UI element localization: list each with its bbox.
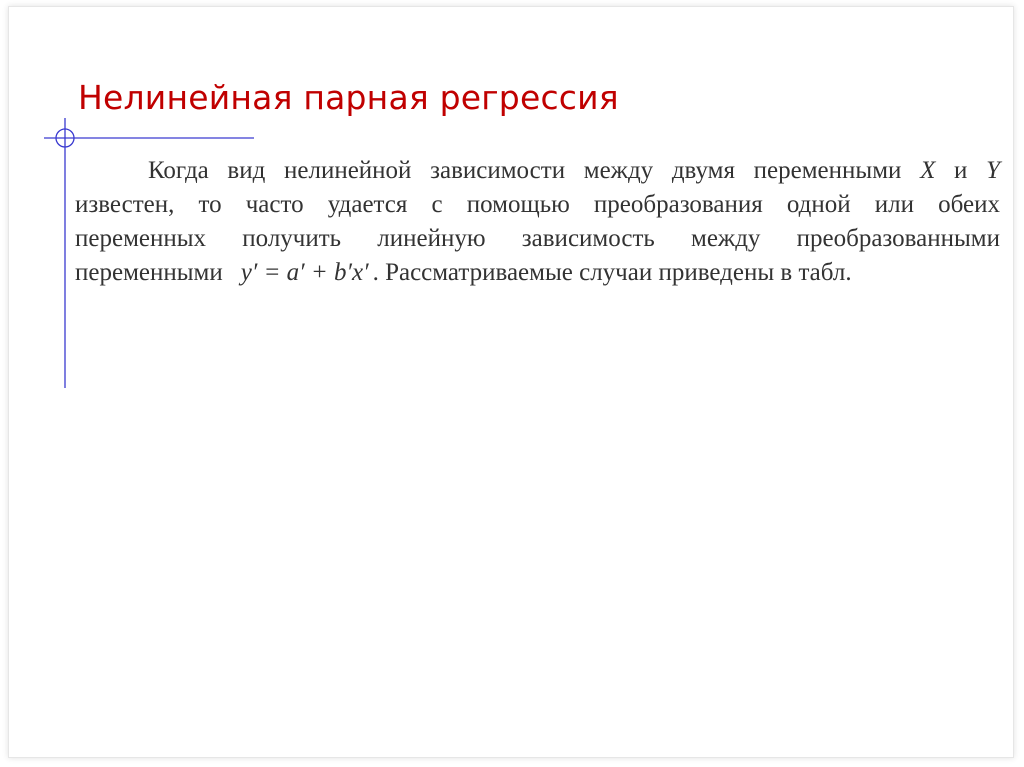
slide-title: Нелинейная парная регрессия bbox=[78, 78, 619, 117]
paragraph-line-4: переменными y′ = a′ + b′x′ . Рассматриваемые случаи приведены в табл. bbox=[75, 259, 852, 286]
paragraph-line-1: Когда вид нелинейной зависимости между двумя переменными X и Y bbox=[148, 157, 1000, 184]
body-paragraph bbox=[75, 154, 1000, 290]
regression-formula: y′ = a′ + b′x′ bbox=[240, 259, 369, 286]
paragraph-line-3: переменных получить линейную зависимость между преобразованными bbox=[75, 225, 1000, 252]
variable-y: Y bbox=[986, 157, 1000, 184]
variable-x: X bbox=[920, 157, 936, 184]
paragraph-line-2: известен, то часто удается с помощью преобразования одной или обеих bbox=[75, 191, 1000, 218]
